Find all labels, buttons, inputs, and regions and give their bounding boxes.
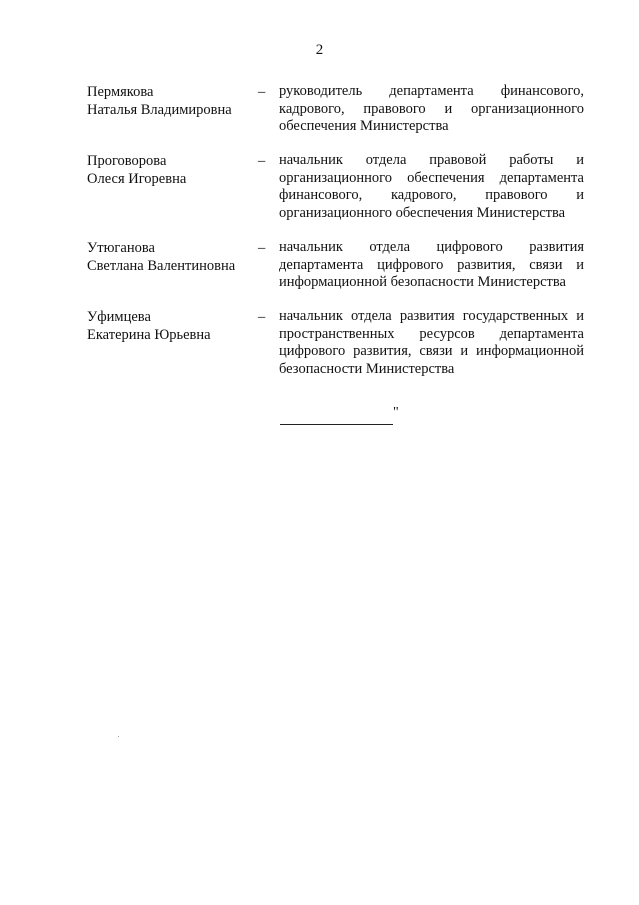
staff-surname: Проговорова bbox=[87, 153, 167, 169]
entry-dash: – bbox=[258, 153, 266, 169]
staff-surname: Уфимцева bbox=[87, 309, 151, 325]
entry-dash: – bbox=[258, 240, 266, 256]
staff-position: руководитель департамента финансового, кадрового, правового и организационного обеспечения Министерства bbox=[279, 83, 584, 134]
page-number: 2 bbox=[315, 42, 324, 58]
entry-dash: – bbox=[258, 309, 266, 325]
closing-quote: " bbox=[393, 405, 399, 420]
entry-dash: – bbox=[258, 84, 266, 100]
closing-line bbox=[280, 424, 393, 425]
staff-given-name: Олеся Игоревна bbox=[87, 171, 187, 187]
staff-position: начальник отдела развития государственных и пространственных ресурсов департамента цифрового развития, связи и информационной безопасности Министерства bbox=[279, 308, 584, 377]
staff-surname: Утюганова bbox=[87, 240, 155, 256]
staff-name bbox=[87, 239, 257, 275]
staff-name bbox=[87, 83, 257, 119]
staff-position: начальник отдела цифрового развития департамента цифрового развития, связи и информационной безопасности Министерства bbox=[279, 239, 584, 290]
staff-given-name: Екатерина Юрьевна bbox=[87, 327, 211, 343]
staff-given-name: Наталья Владимировна bbox=[87, 102, 232, 118]
staff-name bbox=[87, 308, 257, 344]
staff-name bbox=[87, 152, 257, 188]
staff-surname: Пермякова bbox=[87, 84, 154, 100]
staff-given-name: Светлана Валентиновна bbox=[87, 258, 236, 274]
closing-mark bbox=[280, 405, 400, 427]
staff-position: начальник отдела правовой работы и организационного обеспечения департамента финансового, кадрового, правового и организационного обеспечения Министерства bbox=[279, 152, 584, 221]
scan-speck bbox=[118, 736, 119, 737]
